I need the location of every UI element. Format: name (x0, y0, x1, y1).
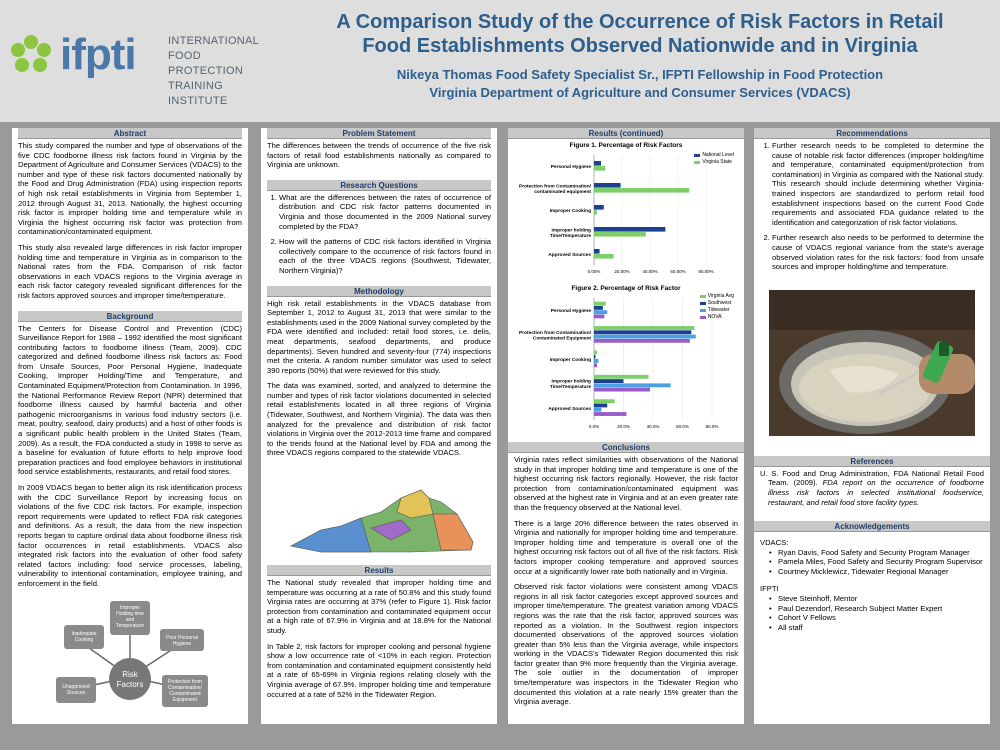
diagram-center-label: Factors (116, 679, 144, 689)
risk-factors-diagram (12, 599, 248, 709)
legend-label: NOVA (707, 314, 722, 320)
bar (594, 375, 649, 379)
legend-swatch (700, 302, 706, 305)
category-label: Contaminated Equipment (532, 336, 591, 342)
recommendation-item: 1. Further research needs to be completed to determine the cause of notable risk factor differences (improper holding/time and temperature, contaminated equipment/protection from contamination) in Virginia as compared with the National study. This research should include determining whether Virginia-trained inspectors are standardized to perform retail food establishment inspections based on the current Food Code requirements and associated FDA guidance related to the identification and categorization of risk factor violations. (772, 141, 984, 227)
section-header-abstract: Abstract (18, 128, 242, 139)
category-label: Improper holding (551, 379, 591, 385)
section-header-methodology: Methodology (267, 286, 491, 297)
reference-entry (760, 468, 984, 507)
diagram-node-label: Unapproved (62, 683, 90, 690)
bar (594, 399, 615, 403)
ack-group-label: IFPTI (760, 584, 779, 594)
legend-label: National Level (702, 152, 734, 158)
diagram-node-label: Sources (66, 689, 86, 696)
bar (594, 227, 665, 232)
bar (594, 383, 671, 387)
diagram-center-label: Risk (122, 669, 138, 679)
category-label: Improper Cooking (549, 358, 591, 363)
recommendations-body (754, 139, 990, 282)
author-block (280, 66, 1000, 102)
poster-title (280, 10, 1000, 58)
legend-item (700, 314, 734, 320)
legend-item (694, 159, 734, 165)
ack-group-label: VDACS: (760, 538, 789, 548)
bar (594, 232, 646, 237)
title-line: A Comparison Study of the Occurrence of Risk Factors in Retail (336, 11, 944, 33)
section-header-background: Background (18, 311, 242, 322)
results-paragraph: In Table 2, risk factors for improper cooking and personal hygiene show a low occurrence rate of <10% in each region. Protection from contamination and contaminated equipment consistently held at a rate of 65-69% in Virginia regions relating closely with the Virginia average of 67.9%. Improper holding time and temperature occurred at a rate of 52% in the Tidewater Region. (267, 641, 491, 699)
logo-wordmark: ifpti (60, 30, 136, 79)
x-tick-label: 20.0% (617, 424, 630, 429)
column-4 (754, 128, 990, 724)
section-header-acknowledgements: Acknowledgements (754, 521, 990, 532)
legend-item (700, 300, 734, 306)
legend-label: Tidewater (707, 307, 730, 313)
bar (594, 404, 607, 408)
figure-2-legend (700, 293, 734, 321)
ack-item: • Ryan Davis, Food Safety and Security Program Manager (778, 548, 984, 558)
legend-label: Southwest (707, 300, 732, 306)
figure-1-legend (694, 152, 734, 166)
x-tick-label: 0.00% (587, 269, 601, 274)
bar (594, 355, 595, 359)
background-body (12, 322, 248, 599)
background-paragraph: In 2009 VDACS began to better align its risk identification process with the CDC Surveillance Report by increasing focus on violations of the five CDC risk factors. For example, inspection report requirements were updated to reflect FDA risk categories and definitions. As a result, the data from the new inspection reports began to capture ordinal data about foodborne illness risk factor occurrences in retail establishments. VDACS also integrated risk factors into the evaluation of other food safety related factors including: food service processes, labeling, vulnerability to intentional contamination, employee training, and enforcement in the field. (18, 483, 242, 588)
reference-italic: FDA report on the occurrence of foodborne illness risk factors in selected institutional foodservice, restaurant, and retail food store facility types. (768, 478, 984, 507)
figure-1-title: Figure 1. Percentage of Risk Factors (569, 142, 683, 149)
bar (594, 330, 691, 334)
affiliation-line: Virginia Department of Agriculture and Consumer Services (VDACS) (429, 85, 851, 100)
ack-item: • All staff (778, 623, 984, 633)
section-header-references: References (754, 456, 990, 467)
section-header-conclusions: Conclusions (508, 442, 744, 453)
bar (594, 388, 650, 392)
ifpti-logo (8, 30, 260, 107)
bar (594, 379, 624, 383)
food-thermometer-image (769, 290, 975, 436)
diagram-node-label: Cooking (74, 636, 94, 643)
conclusions-paragraph: Observed risk factor violations were consistent among VDACS regions in all risk factor categories except approved sources and improper time/temperature. The greatest variation among VDACS regions was the rate that the risk factor, approved sources was reported as a violation. In the Southwest region inspectors documented observations of the approved sources violation greater than 5% less than the Virginia average, while inspectors working in the VDACS's Tidewater Region documented this risk factor greater than 9% more frequently than the Virginia average. The sole outlier in the documentation of improper time/temperature was inspectors in the Tidewater Region who documented this violation at a rate nearly 15% greater than the Virginia average. (514, 582, 738, 707)
category-label: Approved Sources (548, 253, 591, 258)
recommendation-item: 2. Further research also needs to be performed to determine the cause of VDACS regional variance from the state's average observed violation rates for the risk factors: food from unsafe sources and improper holding/time and temperature. (772, 233, 984, 271)
x-tick-label: 60.00% (670, 269, 686, 274)
conclusions-body (508, 453, 744, 717)
bar (594, 249, 600, 254)
references-body (754, 467, 990, 517)
org-line: INTERNATIONAL (168, 35, 260, 47)
diagram-node-label: Poor Personal (166, 634, 198, 641)
problem-body (261, 139, 497, 180)
bar (594, 310, 607, 314)
category-label: Approved Sources (548, 406, 591, 412)
ack-item: • Pamela Miles, Food Safety and Security Program Supervisor (778, 557, 984, 567)
column-1 (12, 128, 248, 724)
x-tick-label: 20.00% (614, 269, 630, 274)
legend-label: Virginia Avg (707, 293, 734, 299)
diagram-node-label: and (125, 616, 135, 623)
abstract-paragraph: This study also revealed large differences in risk factor improper holding time and temperature in Virginia as in comparison to the National rates from the FDA. Comparison of risk factor observations in each VDACS regions to the Virginia average in each risk factor category revealed significant differences for the risk factors approved sources and improper time/temperature. (18, 242, 242, 300)
category-label: Improper holding (551, 228, 591, 234)
category-label: Protection from Contamination/ (519, 330, 591, 336)
problem-paragraph: The differences between the trends of occurrence of the five risk factors of retail food establishments nationally as compared to Virginia are unknown. (267, 141, 491, 170)
category-label: Time/Temperature (549, 385, 591, 391)
diagram-node-label: Temperature (115, 622, 145, 629)
org-line: FOOD PROTECTION (168, 50, 244, 77)
acknowledgements-body (754, 532, 990, 636)
abstract-body (12, 139, 248, 311)
x-tick-label: 80.0% (705, 424, 719, 429)
x-tick-label: 40.00% (642, 269, 658, 274)
research-question: 1. What are the differences between the rates of occurrence of distribution and CDC risk factor patterns documented in Virginia and those documented in the 2009 National survey completed by the FDA? (279, 193, 491, 231)
legend-swatch (694, 154, 700, 157)
bar (594, 350, 597, 354)
x-tick-label: 80.00% (698, 269, 714, 274)
legend-swatch (700, 316, 706, 319)
section-header-problem: Problem Statement (267, 128, 491, 139)
bar (594, 302, 606, 306)
bar (594, 335, 696, 339)
methodology-body (261, 297, 497, 469)
category-label: contaminated equipment (534, 189, 591, 195)
bar (594, 205, 604, 210)
category-label: Personal Hygiene (550, 309, 591, 315)
x-tick-label: 0.0% (588, 424, 600, 429)
diagram-node-label: Protection from (168, 678, 202, 685)
legend-swatch (700, 309, 706, 312)
figure-1-chart (516, 149, 736, 277)
bar (594, 210, 597, 215)
flower-logo-icon (8, 32, 54, 78)
bar (594, 339, 690, 343)
section-header-results: Results (267, 565, 491, 576)
bar (594, 363, 597, 367)
virginia-regions-map (261, 468, 497, 560)
conclusions-paragraph: Virginia rates reflect similarities with observations of the National study in that improper holding time and temperature is one of the highest occurring risk factors regionally. However, the risk factor protection from contamination/contaminated equipment was observed at the highest rate in Virginia and at an even greater rate than the frequency observed at the National level. (514, 455, 738, 512)
results-paragraph: The National study revealed that improper holding time and temperature was occurring at a rate of 50.8% and this study found Virginia rates are occurring at 37% (refer to Figure 1). Risk factor protection from contamination and contaminated equipment occur at a high rate of 67.9% in Virginia and at 18.8% for the National study. (267, 578, 491, 635)
legend-item (700, 293, 734, 299)
section-header-questions: Research Questions (267, 180, 491, 191)
title-line: Food Establishments Observed Nationwide and in Virginia (362, 35, 918, 57)
diagram-node-label: Hygiene (172, 640, 192, 647)
diagram-node-label: Contamination/ (168, 684, 202, 691)
ack-item: • Steve Steinhoff, Mentor (778, 594, 984, 604)
legend-swatch (694, 161, 700, 164)
bar (594, 306, 603, 310)
bar (594, 188, 689, 193)
bar (594, 359, 598, 363)
questions-body (261, 191, 497, 286)
category-label: Protection from Contamination/ (519, 184, 591, 190)
diagram-node-label: Equipment (173, 696, 197, 703)
bar (594, 161, 601, 166)
section-header-results-continued: Results (continued) (508, 128, 744, 139)
author-line: Nikeya Thomas Food Safety Specialist Sr., IFPTI Fellowship in Food Protection (396, 67, 884, 82)
bar (594, 166, 605, 171)
thermometer-photo (769, 290, 975, 436)
legend-item (694, 152, 734, 158)
ack-item: • Cohort V Fellows (778, 613, 984, 623)
funding-footer (0, 732, 1000, 750)
category-label: Personal Hygiene (550, 165, 591, 170)
legend-swatch (700, 295, 706, 298)
ack-item: • Courtney Micklewicz, Tidewater Regional Manager (778, 567, 984, 577)
diagram-center-node (109, 658, 151, 700)
column-3 (508, 128, 744, 724)
bar (594, 183, 621, 188)
bar (594, 314, 604, 318)
figure-1 (516, 142, 736, 282)
figure-2 (516, 285, 736, 439)
org-line: TRAINING INSTITUTE (168, 80, 228, 107)
reference-plain: U. S. Food and Drug Administration, FDA National Retail Food Team. (2009). (760, 468, 984, 488)
abstract-paragraph: This study compared the number and type of observations of the five CDC foodborne illness risk factors found in Virginia by the Department of Agriculture and Consumer Services (VDACS) to the number and type of these risk factors documented nationally by the Food and Drug Administration (FDA) using inspection reports of high risk retail establishments in Virginia from September 1, 2012 through August 31, 2013. Nationally, the highest occurring risk factor is improper holding time and temperature while in Virginia the highest occurring risk factor was protection from contamination/contaminated equipment. (18, 141, 242, 237)
diagram-node-label: Inadequate (71, 630, 97, 637)
bar (594, 254, 614, 259)
bar (594, 326, 694, 330)
photo-caption (754, 438, 990, 442)
ack-item: • Paul Dezendorf, Research Subject Matter Expert (778, 604, 984, 614)
legend-label: Virginia State (702, 159, 732, 165)
figure-2-title: Figure 2. Percentage of Risk Factor (571, 285, 681, 292)
x-tick-label: 60.0% (676, 424, 689, 429)
category-label: Time/Temperature (549, 233, 591, 239)
methodology-paragraph: High risk retail establishments in the VDACS database from September 1, 2012 to August 31, 2013 that were similar to the establishments used in the 2009 National survey completed by the FDA were identified and included: retail food stores, i.e. delis, meat departments, seafood departments, and produce departments). Seven hundred and seventy-four (774) inspections met the criteria. A random number simulator was used to select 390 reports (50%) that were reviewed for this study. (267, 298, 491, 375)
poster-header (0, 0, 1000, 122)
diagram-node-label: Contaminated (169, 690, 201, 697)
bar (594, 412, 626, 416)
legend-item (700, 307, 734, 313)
research-question: 2. How will the patterns of CDC risk factors identified in Virginia collectively compare to the occurrence of risk factors found in each of the three VDACS regions (Southwest, Tidewater, Northern Virginia)? (279, 237, 491, 275)
column-2 (261, 128, 497, 724)
category-label: Improper Cooking (549, 209, 591, 214)
diagram-node-label: Improper (119, 604, 141, 611)
background-paragraph: The Centers for Disease Control and Prevention (CDC) Surveillance Report for 1988 – 1992 identified the most significant contributing factors to foodborne illness (Team, 2009). CDC categorized and defined foodborne illness risk factors as: Food from Unsafe Sources, Poor Personal Hygiene, Inadequate Cooking, Improper Holding/Time and Temperature, and Contaminated Equipment/Protection from Contamination. In 1996, the National Performance Review Report (NPR) determined that foodborne illness caused by harmful bacteria and other pathogenic microorganisms in various food industry sectors (i.e. meat, poultry, seafood, dairy products) and a host of other foods is a significant public health problem in the United States (Team, 2009). As a result, the FDA conducted a study in 1998 to serve as a baseline for evaluation of future efforts to help improve food preparation practices and food employee behaviors in institutional food service establishments, restaurants, and retail food stores. (18, 323, 242, 477)
bar (594, 408, 601, 412)
methodology-paragraph: The data was examined, sorted, and analyzed to determine the number and types of risk factor violations documented in selected retail establishments located in all three regions of Virginia (Tidewater, Southwest, and Northern Virginia). The data was then analyzed for the prevalence and distribution of risk factor violations in Virginia over the 2012-2013 time frame and compared to the trends found at the National level by FDA and among the three VDACS regions compared to the statewide VDACS. (267, 381, 491, 458)
logo-org-name (168, 34, 258, 109)
diagram-node-label: Holding time (116, 610, 144, 617)
x-tick-label: 40.0% (646, 424, 660, 429)
conclusions-paragraph: There is a large 20% difference between the rates observed in Virginia and nationally for improper holding time and temperature. Improper holding time and temperature is overall one of the highest occurring risk factors out of all five of the risk factors. Risk factors improper cooking temperature and approved sources occur at a significantly lower rate both nationally and in Virginia. (514, 518, 738, 576)
results-body (261, 576, 497, 709)
section-header-recommendations: Recommendations (754, 128, 990, 139)
